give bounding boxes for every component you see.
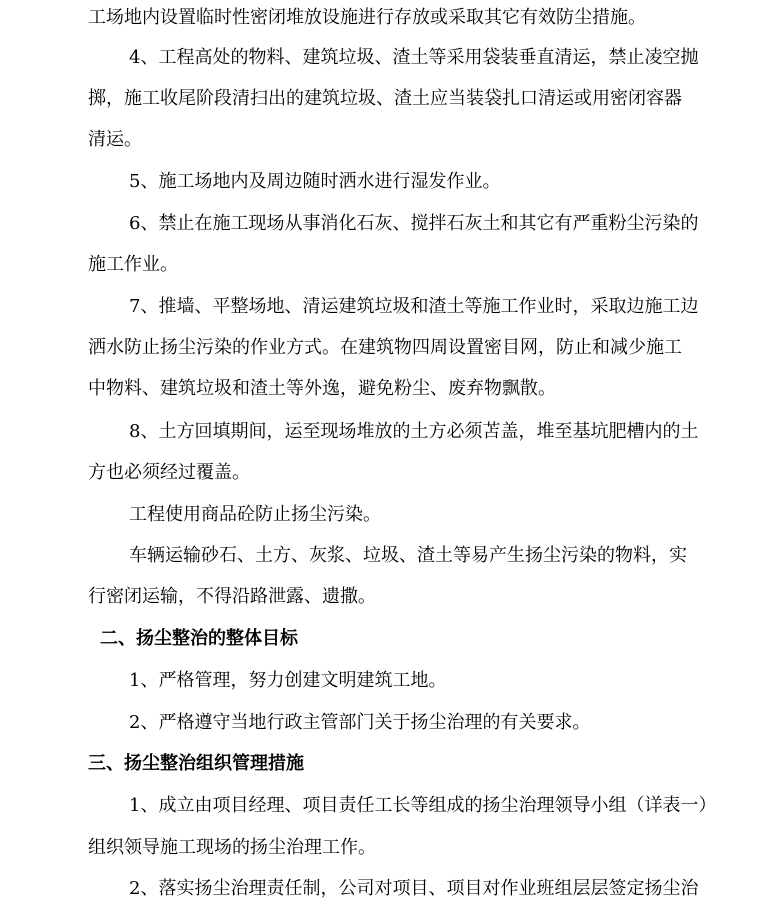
paragraph-line: 方也必须经过覆盖。 <box>88 462 250 483</box>
paragraph-line: 洒水防止扬尘污染的作业方式。在建筑物四周设置密目网，防止和减少施工 <box>88 337 682 358</box>
paragraph-line: 7、推墙、平整场地、清运建筑垃圾和渣土等施工作业时，采取边施工边 <box>129 296 699 317</box>
paragraph-line: 施工作业。 <box>88 254 178 275</box>
paragraph-line: 行密闭运输，不得沿路泄露、遗撒。 <box>88 586 376 607</box>
paragraph-line: 2、落实扬尘治理责任制，公司对项目、项目对作业班组层层签定扬尘治 <box>129 878 699 899</box>
paragraph-line: 掷，施工收尾阶段清扫出的建筑垃圾、渣土应当装袋扎口清运或用密闭容器 <box>88 88 682 109</box>
paragraph-line: 8、土方回填期间，运至现场堆放的土方必须苫盖，堆至基坑肥槽内的土 <box>129 421 699 442</box>
paragraph-line: 1、成立由项目经理、项目责任工长等组成的扬尘治理领导小组（详表一） <box>129 795 717 816</box>
paragraph-line: 工场地内设置临时性密闭堆放设施进行存放或采取其它有效防尘措施。 <box>88 7 646 28</box>
section-heading: 二、扬尘整治的整体目标 <box>100 628 298 649</box>
paragraph-line: 5、施工场地内及周边随时洒水进行湿发作业。 <box>129 171 501 192</box>
paragraph-line: 6、禁止在施工现场从事消化石灰、搅拌石灰土和其它有严重粉尘污染的 <box>129 213 699 234</box>
paragraph-line: 中物料、建筑垃圾和渣土等外逸，避免粉尘、废弃物飘散。 <box>88 378 556 399</box>
section-heading: 三、扬尘整治组织管理措施 <box>88 753 304 774</box>
paragraph-line: 2、严格遵守当地行政主管部门关于扬尘治理的有关要求。 <box>129 712 591 733</box>
paragraph-line: 清运。 <box>88 129 142 150</box>
paragraph-line: 1、严格管理，努力创建文明建筑工地。 <box>129 670 447 691</box>
paragraph-line: 组织领导施工现场的扬尘治理工作。 <box>88 837 376 858</box>
paragraph-line: 4、工程高处的物料、建筑垃圾、渣土等采用袋装垂直清运，禁止凌空抛 <box>129 47 699 68</box>
paragraph-line: 车辆运输砂石、土方、灰浆、垃圾、渣土等易产生扬尘污染的物料，实 <box>129 545 687 566</box>
paragraph-line: 工程使用商品砼防止扬尘污染。 <box>129 504 381 525</box>
